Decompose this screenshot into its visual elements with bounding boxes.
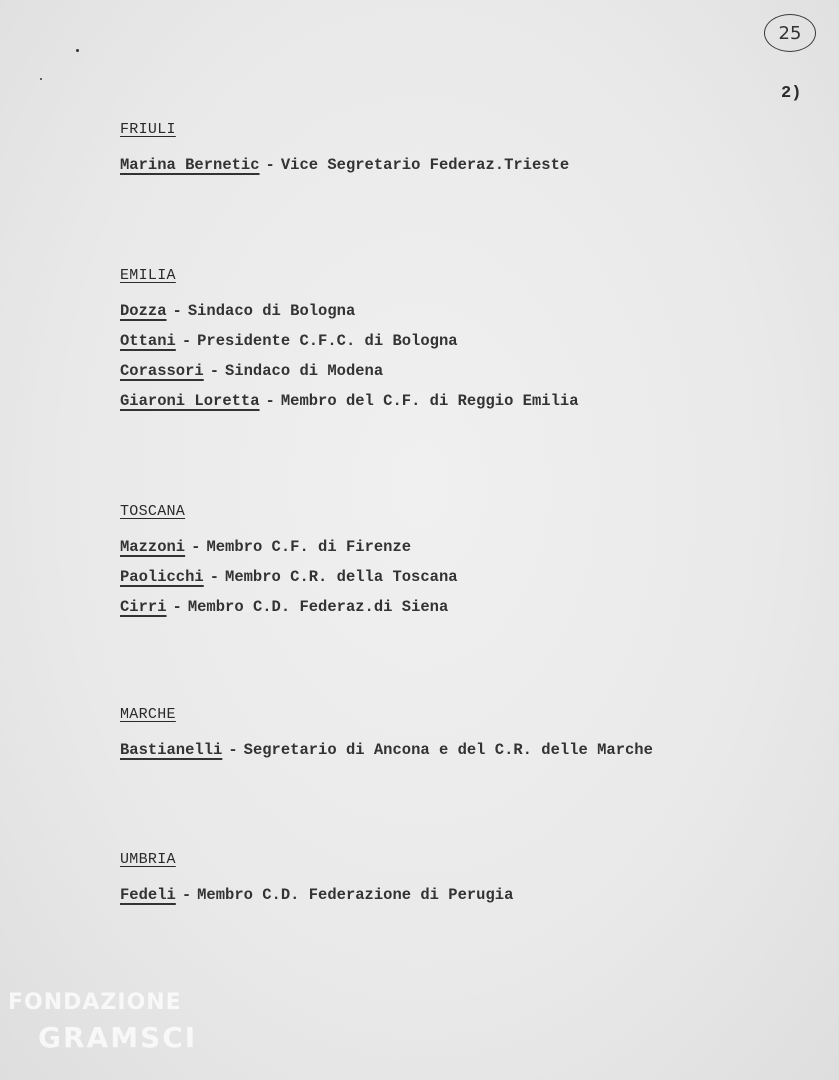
dash: - (209, 362, 220, 380)
ink-speck (40, 78, 42, 80)
list-item (120, 532, 458, 562)
person-role: Membro C.F. di Firenze (206, 538, 412, 556)
person-name: Ottani (120, 332, 176, 350)
section-friuli (120, 120, 569, 180)
archive-watermark-logo (8, 990, 208, 1070)
page-mark-text: 25 (778, 22, 802, 44)
dash: - (191, 538, 201, 556)
region-heading: UMBRIA (120, 851, 176, 868)
person-name: Marina Bernetic (120, 156, 260, 174)
list-item (120, 150, 569, 180)
person-role: Sindaco di Bologna (187, 302, 356, 320)
dash: - (172, 598, 182, 616)
list-item (120, 296, 579, 326)
page-number: 2) (781, 84, 802, 103)
person-role: Membro C.R. della Toscana (225, 568, 458, 586)
list-item (120, 326, 579, 356)
person-name: Paolicchi (120, 568, 204, 586)
dash: - (181, 886, 192, 904)
person-role: Membro C.D. Federaz.di Siena (187, 598, 449, 616)
person-role: Membro C.D. Federazione di Perugia (197, 886, 514, 904)
region-heading: MARCHE (120, 706, 176, 723)
dash: - (181, 332, 192, 350)
section-toscana (120, 502, 458, 622)
person-name: Cirri (120, 598, 167, 616)
region-heading: FRIULI (120, 121, 176, 138)
dash: - (172, 302, 182, 320)
person-role: Segretario di Ancona e del C.R. delle Marche (243, 741, 653, 759)
handwritten-page-mark (764, 14, 816, 52)
person-name: Dozza (120, 302, 167, 320)
list-item (120, 592, 458, 622)
list-item (120, 356, 579, 386)
person-name: Fedeli (120, 886, 176, 904)
section-marche (120, 705, 653, 765)
list-item (120, 562, 458, 592)
dash: - (265, 156, 275, 174)
dash: - (265, 392, 275, 410)
region-heading: EMILIA (120, 267, 176, 284)
watermark-line-1: FONDAZIONE (8, 990, 182, 1015)
list-item (120, 386, 579, 416)
section-emilia (120, 266, 579, 416)
list-item (120, 735, 653, 765)
person-role: Sindaco di Modena (225, 362, 384, 380)
ink-speck (76, 49, 79, 52)
person-name: Mazzoni (120, 538, 186, 556)
person-name: Giaroni Loretta (120, 392, 260, 410)
region-heading: TOSCANA (120, 503, 186, 520)
person-role: Vice Segretario Federaz.Trieste (280, 156, 570, 174)
section-umbria (120, 850, 513, 910)
dash: - (228, 741, 238, 759)
person-role: Membro del C.F. di Reggio Emilia (280, 392, 579, 410)
person-role: Presidente C.F.C. di Bologna (197, 332, 458, 350)
person-name: Corassori (120, 362, 204, 380)
watermark-line-2: GRAMSCI (38, 1021, 198, 1054)
person-name: Bastianelli (120, 741, 223, 759)
list-item (120, 880, 513, 910)
dash: - (209, 568, 220, 586)
